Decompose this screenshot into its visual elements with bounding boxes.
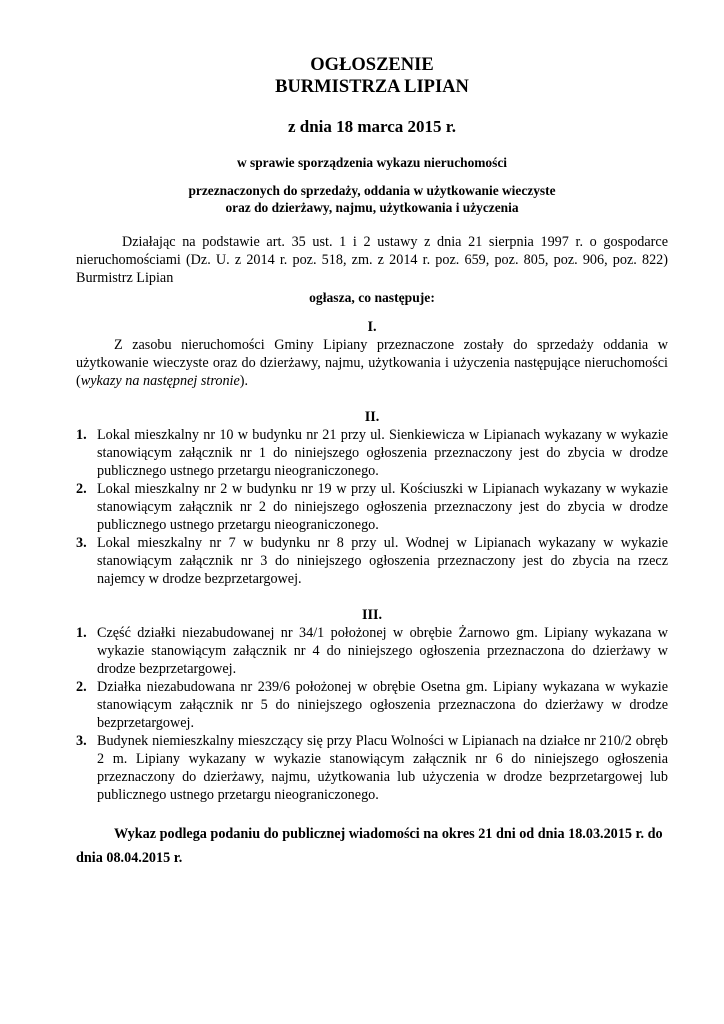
section-1-italic-note: wykazy na następnej stronie [80, 373, 240, 389]
list-item [76, 624, 668, 678]
item-text: Lokal mieszkalny nr 7 w budynku nr 8 przy ul. Wodnej w Lipianach wykazany w wykazie stanowiącym załącznik nr 3 do niniejszego ogłoszenia przeznaczony jest do zbycia na rzecz najemcy w drodze bezprzetargowej. [97, 535, 668, 587]
item-text: Lokal mieszkalny nr 10 w budynku nr 21 przy ul. Sienkiewicza w Lipianach wykazany w wykazie stanowiącym załącznik nr 1 do niniejszego ogłoszenia przeznaczony jest do zbycia w drodze publicznego ustnego przetargu nieograniczonego. [97, 427, 668, 479]
title-line-2: BURMISTRZA LIPIAN [275, 77, 469, 97]
list-item [76, 732, 668, 804]
item-number: 1. [76, 625, 87, 641]
section-2-list [76, 426, 668, 588]
section-1-text-end: ). [239, 373, 249, 389]
item-text: Część działki niezabudowanej nr 34/1 położonej w obrębie Żarnowo gm. Lipiany wykazana w wykazie stanowiącym załącznik nr 4 do niniejszego ogłoszenia przeznaczona do dzierżawy w drodze bezprzetargowej. [97, 625, 668, 677]
legal-basis-paragraph: Działając na podstawie art. 35 ust. 1 i 2 ustawy z dnia 21 sierpnia 1997 r. o gospodarce nieruchomościami (Dz. U. z 2014 r. poz. 518, zm. z 2014 r. poz. 659, poz. 805, poz. 906, poz. 822) Burmistrz Lipian [76, 234, 668, 286]
item-text: Działka niezabudowana nr 239/6 położonej w obrębie Osetna gm. Lipiany wykazana w wykazie stanowiącym załącznik nr 5 do niniejszego ogłoszenia przeznaczona do dzierżawy w drodze bezprzetargowej. [97, 679, 668, 731]
list-item [76, 678, 668, 732]
declares-line: ogłasza, co następuje: [309, 290, 435, 305]
section-3-heading: III. [361, 607, 383, 623]
item-text: Budynek niemieszkalny mieszczący się przy Placu Wolności w Lipianach na działce nr 210/2 obręb 2 m. Lipiany wykazany w wykazie stanowiącym załącznik nr 6 do niniejszego ogłoszenia przeznaczony do dzierżawy, najmu, użytkowania lub użyczenia w drodze bezprzetargowej lub publicznego ustnego przetargu nieograniczonego. [97, 733, 668, 803]
item-number: 1. [76, 427, 87, 443]
section-1-heading: I. [367, 319, 377, 335]
closing-statement: Wykaz podlega podaniu do publicznej wiadomości na okres 21 dni od dnia 18.03.2015 r. do dnia 08.04.2015 r. [76, 826, 663, 866]
item-number: 3. [76, 733, 87, 749]
list-item [76, 534, 668, 588]
subject-line-2: przeznaczonych do sprzedaży, oddania w użytkowanie wieczyste [188, 183, 556, 198]
list-item [76, 426, 668, 480]
section-1-paragraph [76, 336, 668, 390]
announcement-date: z dnia 18 marca 2015 r. [287, 117, 457, 136]
item-number: 2. [76, 481, 87, 497]
item-number: 2. [76, 679, 87, 695]
subject-line-3: oraz do dzierżawy, najmu, użytkowania i użyczenia [225, 200, 519, 215]
item-text: Lokal mieszkalny nr 2 w budynku nr 19 w przy ul. Kościuszki w Lipianach wykazany w wykazie stanowiącym załącznik nr 2 do niniejszego ogłoszenia przeznaczony jest do zbycia w drodze publicznego ustnego przetargu nieograniczonego. [97, 481, 668, 533]
title-line-1: OGŁOSZENIE [310, 55, 434, 75]
section-2-heading: II. [364, 409, 380, 425]
item-number: 3. [76, 535, 87, 551]
section-3-list [76, 624, 668, 804]
subject-line-1: w sprawie sporządzenia wykazu nieruchomości [236, 155, 508, 170]
section-1-text: Z zasobu nieruchomości Gminy Lipiany przeznaczone zostały do sprzedaży oddania w użytkowanie wieczyste oraz do dzierżawy, najmu, użytkowania i użyczenia następujące nieruchomości ( [76, 337, 668, 389]
list-item [76, 480, 668, 534]
